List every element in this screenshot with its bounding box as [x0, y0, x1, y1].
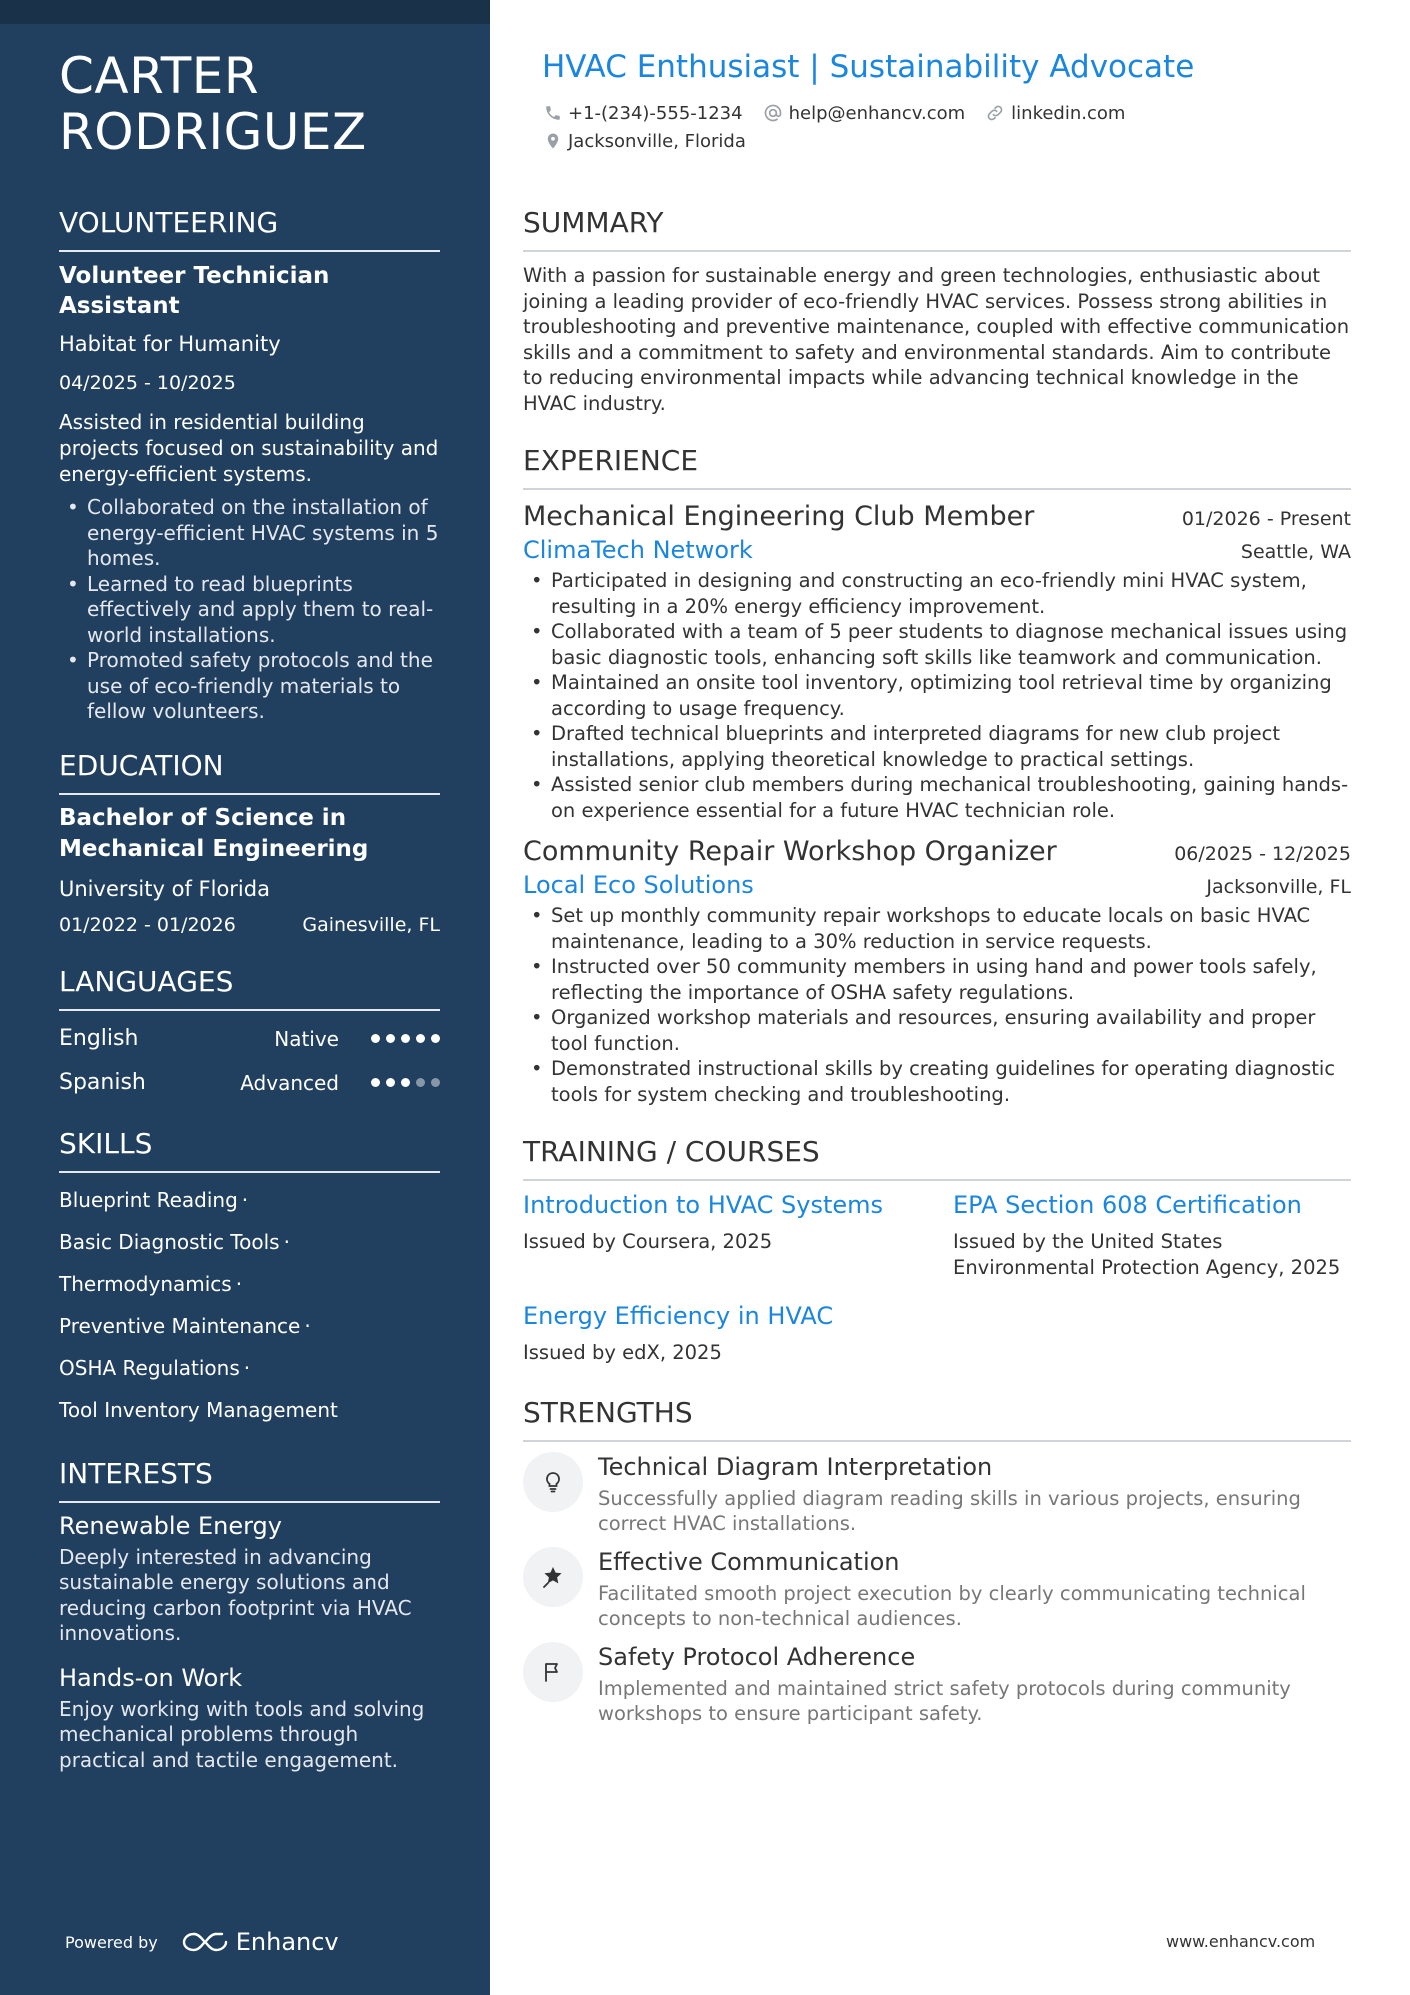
at-icon [763, 103, 783, 123]
education-meta [59, 913, 440, 937]
contact-linkedin[interactable]: linkedin.com [985, 103, 1125, 124]
list-item: • Collaborated with a team of 5 peer students to diagnose mechanical issues using basic diagnostic tools, enhancing soft skills like teamwork and communication. [523, 619, 1351, 670]
course-title: Energy Efficiency in HVAC [523, 1302, 834, 1330]
skill-item: Thermodynamics · [59, 1271, 243, 1296]
rating-dot [386, 1034, 395, 1043]
volunteer-dates: 04/2025 - 10/2025 [59, 372, 236, 394]
list-item: • Promoted safety protocols and the use of eco-friendly materials to fellow volunteers. [59, 648, 440, 725]
volunteer-role: Volunteer Technician Assistant [59, 263, 330, 319]
strength-title: Safety Protocol Adherence [598, 1642, 916, 1671]
rating-dot [416, 1034, 425, 1043]
skill-item: OSHA Regulations · [59, 1355, 251, 1380]
course-item [523, 1300, 953, 1366]
rating-dot [416, 1078, 425, 1087]
course-issuer: Issued by the United States Environmental Protection Agency, 2025 [953, 1230, 1341, 1279]
sidebar-top-strip [0, 0, 490, 24]
education-degree: Bachelor of Science in Mechanical Engineering [59, 804, 369, 862]
education-dates: 01/2022 - 01/2026 [59, 913, 236, 936]
experience-org: Local Eco Solutions [523, 871, 754, 899]
footer-url[interactable]: www.enhancv.com [1166, 1932, 1316, 1951]
language-level: Advanced [240, 1070, 339, 1095]
enhancv-logo[interactable] [182, 1928, 339, 1956]
strength-item [523, 1642, 1351, 1727]
list-item: • Maintained an onsite tool inventory, optimizing tool retrieval time by organizing according to usage frequency. [523, 670, 1351, 721]
strengths-section-title: STRENGTHS [523, 1396, 1351, 1442]
skill-item: Preventive Maintenance · [59, 1313, 311, 1338]
list-item: • Demonstrated instructional skills by creating guidelines for operating diagnostic tools for system checking and troubleshooting. [523, 1056, 1351, 1107]
powered-by-label: Powered by [65, 1932, 158, 1952]
language-item [59, 1017, 440, 1061]
education-location: Gainesville, FL [302, 913, 440, 936]
rating-dot [371, 1078, 380, 1087]
list-item: • Assisted senior club members during mechanical troubleshooting, gaining hands-on experience essential for a future HVAC technician role. [523, 772, 1351, 823]
experience-subheader [523, 869, 1351, 901]
strength-description: Facilitated smooth project execution by clearly communicating technical concepts to non-technical audiences. [598, 1581, 1306, 1630]
experience-org: ClimaTech Network [523, 536, 753, 564]
interest-description: Enjoy working with tools and solving mechanical problems through practical and tactile engagement. [59, 1696, 425, 1772]
course-item [953, 1189, 1351, 1280]
powered-by [65, 1928, 339, 1956]
list-item: • Instructed over 50 community members in using hand and power tools safely, reflecting the importance of OSHA safety regulations. [523, 954, 1351, 1005]
volunteer-description: Assisted in residential building projects focused on sustainability and energy-efficient systems. [59, 410, 439, 486]
experience-bullets [523, 568, 1351, 823]
candidate-name: CARTER RODRIGUEZ [59, 47, 367, 161]
experience-bullets [523, 903, 1351, 1107]
course-title: EPA Section 608 Certification [953, 1191, 1302, 1219]
link-icon [985, 103, 1005, 123]
volunteering-section-title: VOLUNTEERING [59, 206, 440, 252]
training-section-title: TRAINING / COURSES [523, 1135, 1351, 1181]
contact-info [544, 100, 1145, 154]
language-rating [371, 1078, 440, 1087]
rating-dot [431, 1034, 440, 1043]
contact-row [544, 100, 1145, 126]
list-item: • Drafted technical blueprints and interpreted diagrams for new club project installations, applying theoretical knowledge to practical settings. [523, 721, 1351, 772]
strength-description: Implemented and maintained strict safety protocols during community workshops to ensure participant safety. [598, 1676, 1291, 1725]
course-issuer: Issued by Coursera, 2025 [523, 1230, 773, 1253]
list-item: • Set up monthly community repair workshops to educate locals on basic HVAC maintenance, leading to a 30% reduction in service requests. [523, 903, 1351, 954]
interests-section-title: INTERESTS [59, 1457, 440, 1503]
courses-grid [523, 1189, 1351, 1366]
skill-item: Tool Inventory Management [59, 1397, 338, 1422]
skill-item: Basic Diagnostic Tools · [59, 1229, 290, 1254]
rating-dot [401, 1078, 410, 1087]
course-issuer: Issued by edX, 2025 [523, 1341, 722, 1364]
rating-dot [371, 1034, 380, 1043]
languages-section-title: LANGUAGES [59, 965, 440, 1011]
list-item: • Collaborated on the installation of energy-efficient HVAC systems in 5 homes. [59, 495, 440, 572]
strength-item [523, 1547, 1351, 1632]
languages-list [59, 1017, 440, 1105]
rating-dot [386, 1078, 395, 1087]
experience-location: Seattle, WA [1240, 541, 1351, 563]
interest-title: Hands-on Work [59, 1663, 243, 1692]
language-item [59, 1061, 440, 1105]
sidebar [0, 0, 490, 1995]
contact-phone[interactable]: +1-(234)-555-1234 [544, 103, 743, 124]
strength-description: Successfully applied diagram reading skills in various projects, ensuring correct HVAC installations. [598, 1486, 1301, 1535]
experience-dates: 01/2026 - Present [1181, 508, 1351, 530]
interest-title: Renewable Energy [59, 1511, 282, 1540]
education-school: University of Florida [59, 876, 270, 901]
headline: HVAC Enthusiast | Sustainability Advocate [542, 49, 1195, 85]
rating-dot [401, 1034, 410, 1043]
contact-email[interactable]: help@enhancv.com [763, 103, 966, 124]
experience-header [523, 500, 1351, 534]
language-level: Native [274, 1026, 339, 1051]
skill-item: Blueprint Reading · [59, 1187, 249, 1212]
skills-list [59, 1179, 440, 1431]
volunteer-bullets [59, 495, 440, 725]
language-name: Spanish [59, 1070, 146, 1095]
education-section-title: EDUCATION [59, 749, 440, 795]
experience-header [523, 835, 1351, 869]
main-content [523, 206, 1351, 1727]
summary-section-title: SUMMARY [523, 206, 1351, 252]
experience-role: Mechanical Engineering Club Member [523, 501, 1035, 532]
summary-text: With a passion for sustainable energy and green technologies, enthusiastic about joining a leading provider of eco-friendly HVAC services. Possess strong abilities in troubleshooting and preventive maintenance, coupled with effective communication skills and a commitment to safety and environmental standards. Aim to contribute to reducing environmental impacts while advancing technical knowledge in the HVAC industry. [523, 264, 1350, 415]
interest-description: Deeply interested in advancing sustainable energy solutions and reducing carbon footprint via HVAC innovations. [59, 1544, 412, 1645]
enhancv-logo-icon [182, 1930, 228, 1954]
strength-title: Effective Communication [598, 1547, 900, 1576]
language-rating [371, 1034, 440, 1043]
list-item: • Learned to read blueprints effectively and apply them to real-world installations. [59, 572, 440, 649]
course-item [523, 1189, 953, 1280]
strength-title: Technical Diagram Interpretation [598, 1452, 993, 1481]
experience-role: Community Repair Workshop Organizer [523, 836, 1057, 867]
flag-icon [523, 1642, 583, 1702]
star-hand-icon [523, 1547, 583, 1607]
experience-location: Jacksonville, FL [1206, 876, 1351, 898]
strength-item [523, 1452, 1351, 1537]
contact-location: Jacksonville, Florida [544, 131, 746, 152]
enhancv-logo-text: Enhancv [235, 1928, 339, 1956]
volunteer-org: Habitat for Humanity [59, 332, 281, 356]
language-name: English [59, 1026, 139, 1051]
skills-section-title: SKILLS [59, 1127, 440, 1173]
experience-item [523, 835, 1351, 1107]
experience-section-title: EXPERIENCE [523, 444, 1351, 490]
location-pin-icon [544, 131, 562, 151]
rating-dot [431, 1078, 440, 1087]
list-item: • Participated in designing and constructing an eco-friendly mini HVAC system, resulting in a 20% energy efficiency improvement. [523, 568, 1351, 619]
phone-icon [544, 104, 562, 122]
list-item: • Organized workshop materials and resources, ensuring availability and proper tool function. [523, 1005, 1351, 1056]
course-title: Introduction to HVAC Systems [523, 1191, 883, 1219]
experience-item [523, 500, 1351, 823]
contact-row [544, 128, 1145, 154]
experience-dates: 06/2025 - 12/2025 [1174, 843, 1351, 865]
experience-subheader [523, 534, 1351, 566]
lightbulb-icon [523, 1452, 583, 1512]
